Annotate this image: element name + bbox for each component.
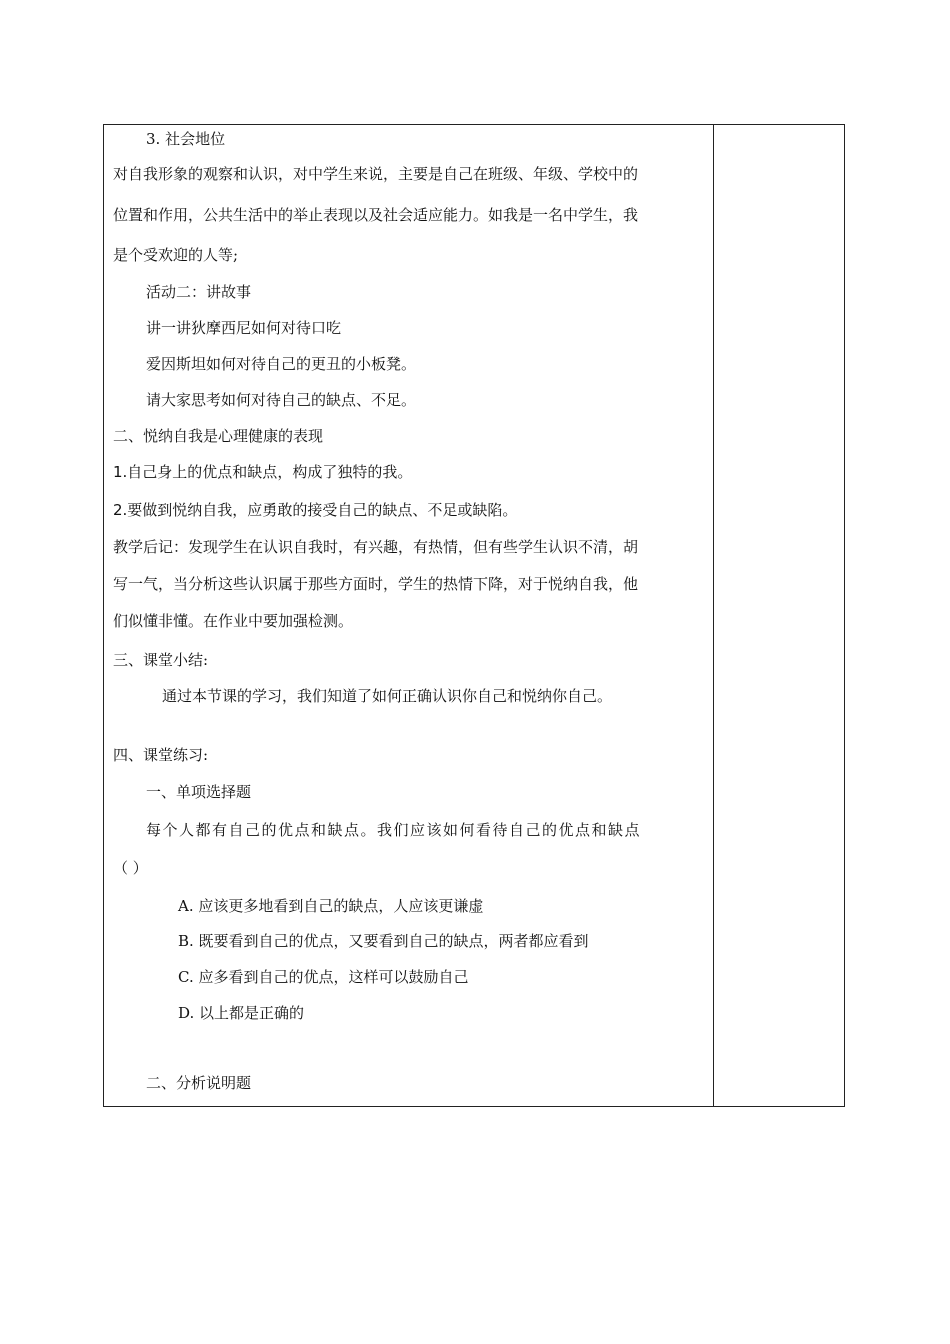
class-summary: 通过本节课的学习，我们知道了如何正确认识你自己和悦纳你自己。 [162,687,613,705]
question-type-analysis: 二、分析说明题 [146,1074,252,1092]
question-type-single-choice: 一、单项选择题 [146,783,252,801]
paragraph-line-3: 是个受欢迎的人等; [113,246,239,264]
column-divider [713,124,714,1107]
part3-heading: 三、课堂小结: [113,651,209,669]
question-text-line-1: 每个人都有自己的优点和缺点。我们应该如何看待自己的优点和缺点 [146,821,642,839]
choice-option-b: B. 既要看到自己的优点，又要看到自己的缺点，两者都应看到 [178,932,589,950]
part2-point-2: 2.要做到悦纳自我，应勇敢的接受自己的缺点、不足或缺陷。 [113,501,518,519]
question-answer-blank: （ ） [113,859,148,877]
paragraph-line-1: 对自我形象的观察和认识，对中学生来说，主要是自己在班级、年级、学校中的 [113,165,639,183]
choice-option-d: D. 以上都是正确的 [178,1004,305,1022]
teaching-reflection-line-2: 写一气，当分析这些认识属于那些方面时，学生的热情下降，对于悦纳自我，他 [113,575,639,593]
story-item-1: 讲一讲狄摩西尼如何对待口吃 [146,319,342,337]
section-heading-social-status: 3. 社会地位 [146,130,226,148]
part2-point-1: 1.自己身上的优点和缺点，构成了独特的我。 [113,463,413,481]
paragraph-line-2: 位置和作用，公共生活中的举止表现以及社会适应能力。如我是一名中学生，我 [113,206,639,224]
activity-title: 活动二：讲故事 [146,283,252,301]
choice-option-a: A. 应该更多地看到自己的缺点，人应该更谦虚 [178,897,484,915]
teaching-reflection-line-3: 们似懂非懂。在作业中要加强检测。 [113,612,354,630]
choice-option-c: C. 应多看到自己的优点，这样可以鼓励自己 [178,968,469,986]
teaching-reflection-line-1: 教学后记：发现学生在认识自我时，有兴趣，有热情，但有些学生认识不清，胡 [113,538,639,556]
story-item-2: 爱因斯坦如何对待自己的更丑的小板凳。 [146,355,417,373]
part4-heading: 四、课堂练习: [113,746,209,764]
part2-heading: 二、悦纳自我是心理健康的表现 [113,427,324,445]
discussion-prompt: 请大家思考如何对待自己的缺点、不足。 [146,391,417,409]
